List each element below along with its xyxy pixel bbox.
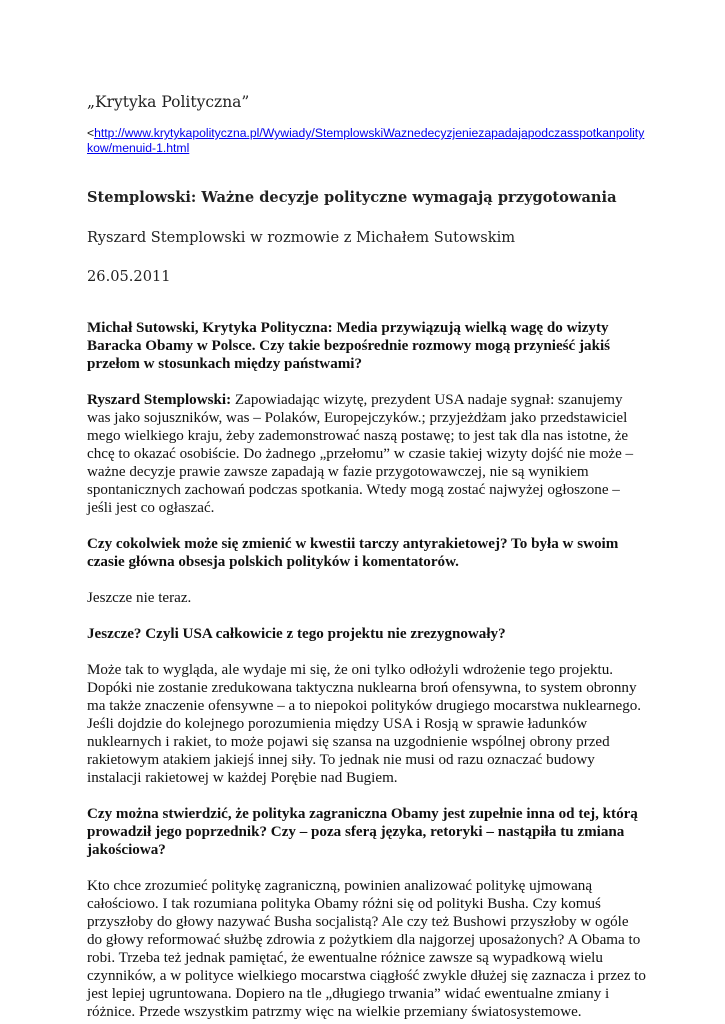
document-page <box>87 92 647 1021</box>
answer-1-speaker: Ryszard Stemplowski: <box>87 392 232 408</box>
source-url-link[interactable]: http://www.krytykapolityczna.pl/Wywiady/StemplowskiWaznedecyzjeniezapadajapodczasspotkanpolitykow/menuid-1.html <box>87 126 645 155</box>
answer-1-text: Zapowiadając wizytę, prezydent USA nadaje sygnał: szanujemy was jako sojuszników, was – Polaków, Europejczyków.; przyjeżdżam jako przedstawiciel mego wielkiego kraju, żeby zademonstrować naszą postawę; to jest tak dla nas istotne, że chcę to okazać osobiście. Do żadnego „przełomu” w czasie takiej wizyty dojść nie może – ważne decyzje prawie zawsze zapadają w fazie przygotowawczej, nie są wynikiem spontanicznych zachowań podczas spotkania. Wtedy mogą zostać najwyżej ogłoszone – jeśli jest co ogłaszać. <box>87 392 634 516</box>
question-1: Michał Sutowski, Krytyka Polityczna: Media przywiązują wielką wagę do wizyty Baracka Obamy w Polsce. Czy takie bezpośrednie rozmowy mogą przynieść jakiś przełom w stosunkach między państwami? <box>87 320 611 372</box>
url-bracket: < <box>87 126 95 140</box>
answer-2: Jeszcze nie teraz. <box>87 590 192 606</box>
source-name: „Krytyka Polityczna” <box>87 93 250 111</box>
answer-3: Może tak to wygląda, ale wydaje mi się, że oni tylko odłożyli wdrożenie tego projektu. Dopóki nie zostanie zredukowana taktyczna nuklearna broń ofensywna, to system obronny ma także znaczenie ofensywne – a to niepokoi polityków drugiego mocarstwa nuklearnego. Jeśli dojdzie do kolejnego porozumienia między USA i Rosją w sprawie ładunków nuklearnych i rakiet, to może pojawi się szansa na uzgodnienie wspólnej obrony przed rakietowym atakiem jakiejś innej siły. To jednak nie musi od razu oznaczać budowy instalacji rakietowej w każdej Porębie nad Bugiem. <box>87 662 642 786</box>
article-title: Stemplowski: Ważne decyzje polityczne wymagają przygotowania <box>87 189 617 206</box>
question-2: Czy cokolwiek może się zmienić w kwestii tarczy antyrakietowej? To była w swoim czasie główna obsesja polskich polityków i komentatorów. <box>87 536 619 570</box>
source-url-line <box>87 126 647 156</box>
question-3: Jeszcze? Czyli USA całkowicie z tego projektu nie zrezygnowały? <box>87 626 506 642</box>
question-4: Czy można stwierdzić, że polityka zagraniczna Obamy jest zupełnie inna od tej, którą prowadził jego poprzednik? Czy – poza sferą języka, retoryki – nastąpiła tu zmiana jakościowa? <box>87 806 638 858</box>
answer-4: Kto chce zrozumieć politykę zagraniczną, powinien analizować politykę ujmowaną całościowo. I tak rozumiana polityka Obamy różni się od polityki Busha. Czy komuś przyszłoby do głowy nazywać Busha socjalistą? Ale czy też Bushowi przyszłoby w ogóle do głowy reformować służbę zdrowia z pożytkiem dla najgorzej uposażonych? A Obama to robi. Trzeba też jednak pamiętać, że ewentualne różnice zawsze są wypadkową wielu czynników, a w polityce wielkiego mocarstwa ciągłość zwykle dłużej się zaznacza i przez to jest lepiej ugruntowana. Dopiero na tle „długiego trwania” widać ewentualne zmiany i różnice. Przede wszystkim patrzmy więc na wielkie przemiany światosystemowe. <box>87 878 646 1020</box>
answer-1 <box>87 391 647 517</box>
article-date: 26.05.2011 <box>87 268 171 285</box>
article-subtitle: Ryszard Stemplowski w rozmowie z Michałem Sutowskim <box>87 229 516 246</box>
